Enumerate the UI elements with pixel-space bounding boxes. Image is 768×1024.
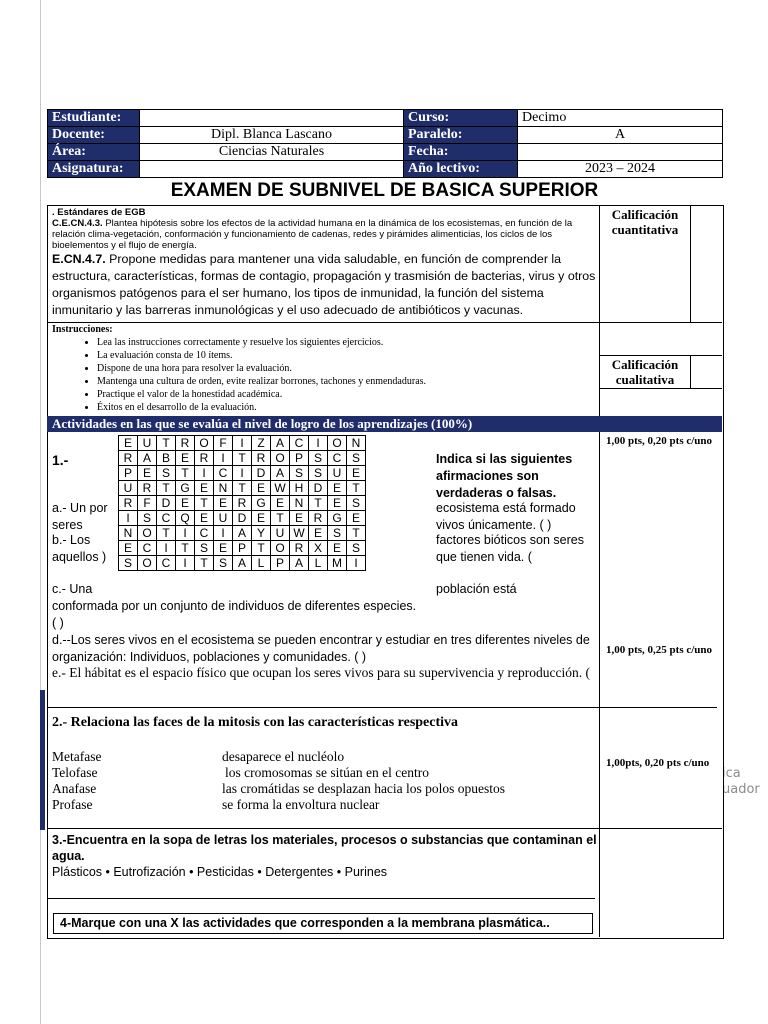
grid-cell[interactable]: T bbox=[233, 451, 252, 466]
grid-cell[interactable]: T bbox=[309, 496, 328, 511]
grid-cell[interactable]: S bbox=[138, 511, 157, 526]
grid-cell[interactable]: R bbox=[138, 481, 157, 496]
grid-cell[interactable]: I bbox=[195, 466, 214, 481]
grid-cell[interactable]: U bbox=[138, 436, 157, 451]
grid-cell[interactable]: X bbox=[309, 541, 328, 556]
grid-cell[interactable]: R bbox=[290, 541, 309, 556]
grid-cell[interactable]: E bbox=[347, 466, 366, 481]
grid-cell[interactable]: P bbox=[233, 541, 252, 556]
grid-cell[interactable]: D bbox=[252, 466, 271, 481]
grid-cell[interactable]: A bbox=[271, 466, 290, 481]
grid-cell[interactable]: S bbox=[347, 451, 366, 466]
grid-cell[interactable]: O bbox=[195, 436, 214, 451]
q1-c-answer: ( ) bbox=[52, 616, 64, 630]
label-estudiante: Estudiante: bbox=[48, 110, 140, 127]
grid-cell[interactable]: R bbox=[119, 496, 138, 511]
grid-cell[interactable]: S bbox=[290, 466, 309, 481]
grid-cell[interactable]: I bbox=[347, 556, 366, 571]
q2-title: 2.- Relaciona las faces de la mitosis con las características respectiva bbox=[52, 715, 459, 730]
grid-cell[interactable]: E bbox=[271, 496, 290, 511]
grid-cell[interactable]: E bbox=[195, 511, 214, 526]
standard-2-text: Propone medidas para mantener una vida saludable, en función de comprender la estructura, características, formas de contagio, propagación y trasmisión de bacterias, virus y otros organismos patógenos para el ser humano, los tipos de inmunidad, la función del sistema inmunitario y las barreras inmunológicas y el uso adecuado de antibióticos y vacunas. bbox=[52, 252, 596, 317]
grid-row bbox=[119, 451, 366, 466]
grid-cell[interactable]: Z bbox=[252, 436, 271, 451]
watermark-line-2: uador bbox=[722, 782, 760, 797]
standard-1-text: Plantea hipótesis sobre los efectos de la actividad humana en la dinámica de los ecosistemas, en función de la relación clima-vegetación, conformación y funcionamiento de cadenas, redes y pirámides alimenticias, los ciclos de los bioelementos y el flujo de energía. bbox=[52, 218, 573, 251]
q1-a-left: a.- Un por seres bbox=[52, 501, 108, 532]
points-q1-sub: 1,00 pts, 0,25 pts c/uno bbox=[606, 644, 713, 656]
q1-bottom-line bbox=[47, 707, 717, 708]
grid-cell[interactable]: F bbox=[214, 436, 233, 451]
grid-cell[interactable]: T bbox=[195, 556, 214, 571]
student-info-table bbox=[47, 109, 723, 178]
grid-cell[interactable]: E bbox=[214, 496, 233, 511]
grid-cell[interactable]: E bbox=[138, 466, 157, 481]
phase-item: Metafase bbox=[52, 749, 102, 764]
grid-cell[interactable]: E bbox=[309, 526, 328, 541]
grid-cell[interactable]: S bbox=[347, 541, 366, 556]
grid-cell[interactable]: S bbox=[119, 556, 138, 571]
grid-cell[interactable]: P bbox=[119, 466, 138, 481]
instructions-list bbox=[52, 336, 597, 414]
q2-characteristics bbox=[222, 749, 597, 813]
grid-cell[interactable]: W bbox=[271, 481, 290, 496]
grid-cell[interactable]: D bbox=[309, 481, 328, 496]
grid-cell[interactable]: O bbox=[138, 556, 157, 571]
q1-c-right: población está bbox=[436, 582, 517, 596]
q4-title: 4-Marque con una X las actividades que corresponden a la membrana plasmática.. bbox=[60, 916, 550, 930]
grid-cell[interactable]: R bbox=[309, 511, 328, 526]
q1-b-left: b.- Los aquellos ) bbox=[52, 533, 107, 564]
q3-bottom-line bbox=[47, 898, 595, 899]
q1-number: 1.- bbox=[52, 452, 69, 468]
label-fecha: Fecha: bbox=[404, 144, 518, 161]
grid-cell[interactable]: E bbox=[328, 481, 347, 496]
instructions-section bbox=[52, 323, 597, 414]
grid-cell[interactable]: I bbox=[119, 511, 138, 526]
grid-cell[interactable]: C bbox=[138, 541, 157, 556]
q3-title: 3.-Encuentra en la sopa de letras los materiales, procesos o substancias que contaminan el agua. bbox=[52, 833, 597, 863]
grid-cell[interactable]: N bbox=[290, 496, 309, 511]
grid-cell[interactable]: I bbox=[214, 451, 233, 466]
label-area: Área: bbox=[48, 144, 140, 161]
grid-row bbox=[119, 556, 366, 571]
value-ano-lectivo: 2023 – 2024 bbox=[518, 161, 723, 178]
grid-cell[interactable]: T bbox=[271, 511, 290, 526]
grid-cell[interactable]: E bbox=[119, 436, 138, 451]
characteristic-item: desaparece el nucléolo bbox=[222, 749, 345, 764]
activities-header-bar: Actividades en las que se evalúa el nivel de logro de los aprendizajes (100%) bbox=[47, 416, 722, 432]
grid-cell[interactable]: I bbox=[176, 556, 195, 571]
grid-cell[interactable]: R bbox=[176, 436, 195, 451]
grid-cell[interactable]: A bbox=[233, 556, 252, 571]
grid-cell[interactable]: T bbox=[176, 541, 195, 556]
grid-cell[interactable]: R bbox=[252, 451, 271, 466]
grid-cell[interactable]: I bbox=[233, 466, 252, 481]
grid-row bbox=[119, 511, 366, 526]
grid-cell[interactable]: I bbox=[233, 436, 252, 451]
grid-cell[interactable]: G bbox=[252, 496, 271, 511]
q1-prompt: Indica si las siguientes afirmaciones son verdaderas o falsas. bbox=[436, 452, 573, 500]
instruction-item: • Dispone de una hora para resolver la evaluación. bbox=[97, 362, 597, 375]
grid-cell[interactable]: I bbox=[309, 436, 328, 451]
grid-cell[interactable]: E bbox=[328, 541, 347, 556]
grid-cell[interactable]: O bbox=[271, 541, 290, 556]
grid-row bbox=[119, 496, 366, 511]
q1-a-right: ecosistema está formado vivos únicamente. ( ) bbox=[436, 501, 576, 532]
grid-cell[interactable]: C bbox=[195, 526, 214, 541]
phase-item: Telofase bbox=[52, 765, 98, 780]
characteristic-item: se forma la envoltura nuclear bbox=[222, 797, 380, 812]
grid-cell[interactable]: U bbox=[119, 481, 138, 496]
grid-cell[interactable]: C bbox=[290, 436, 309, 451]
grid-cell[interactable]: C bbox=[157, 511, 176, 526]
grid-cell[interactable]: F bbox=[138, 496, 157, 511]
q1-c-left: c.- Una bbox=[52, 582, 93, 596]
value-docente: Dipl. Blanca Lascano bbox=[140, 127, 404, 144]
grid-cell[interactable]: C bbox=[328, 451, 347, 466]
cualitativa-top-line bbox=[599, 355, 722, 356]
info-row bbox=[48, 110, 723, 127]
margin-accent-bar bbox=[40, 690, 45, 830]
page-margin-line bbox=[40, 0, 41, 1024]
grid-cell[interactable]: U bbox=[271, 526, 290, 541]
grid-cell[interactable]: L bbox=[252, 556, 271, 571]
value-estudiante[interactable] bbox=[140, 110, 404, 127]
grid-cell[interactable]: R bbox=[195, 451, 214, 466]
info-row bbox=[48, 161, 723, 178]
grid-cell[interactable]: U bbox=[214, 511, 233, 526]
calificacion-cualitativa-label: Calificación cualitativa bbox=[611, 357, 679, 387]
grid-cell[interactable]: E bbox=[252, 511, 271, 526]
word-search-grid bbox=[118, 435, 366, 571]
grid-cell[interactable]: T bbox=[347, 481, 366, 496]
grid-cell[interactable]: S bbox=[309, 466, 328, 481]
grid-cell[interactable]: T bbox=[157, 526, 176, 541]
grid-cell[interactable]: R bbox=[119, 451, 138, 466]
grid-cell[interactable]: S bbox=[157, 466, 176, 481]
grid-cell[interactable]: D bbox=[233, 511, 252, 526]
characteristic-item: los cromosomas se sitúan en el centro bbox=[225, 765, 429, 780]
instruction-item: • Practique el valor de la honestidad académica. bbox=[97, 388, 597, 401]
grid-cell[interactable]: D bbox=[157, 496, 176, 511]
grid-cell[interactable]: Y bbox=[252, 526, 271, 541]
grid-cell[interactable]: E bbox=[176, 496, 195, 511]
grid-cell[interactable]: S bbox=[347, 496, 366, 511]
standard-2 bbox=[52, 251, 597, 319]
info-row bbox=[48, 127, 723, 144]
grid-cell[interactable]: T bbox=[157, 481, 176, 496]
standard-2-code: E.CN.4.7. bbox=[52, 252, 106, 266]
label-paralelo: Paralelo: bbox=[404, 127, 518, 144]
grid-cell[interactable]: I bbox=[214, 526, 233, 541]
grid-cell[interactable]: C bbox=[157, 556, 176, 571]
grid-cell[interactable]: N bbox=[347, 436, 366, 451]
cuantitativa-divider bbox=[690, 205, 691, 322]
q1-d: d.--Los seres vivos en el ecosistema se pueden encontrar y estudiar en tres diferentes niveles de organización: Individuos, poblaciones y comunidades. ( ) bbox=[52, 633, 590, 664]
grid-cell[interactable]: S bbox=[214, 556, 233, 571]
grid-cell[interactable]: Q bbox=[176, 511, 195, 526]
grid-cell[interactable]: N bbox=[214, 481, 233, 496]
grid-cell[interactable]: C bbox=[214, 466, 233, 481]
grid-cell[interactable]: A bbox=[138, 451, 157, 466]
grid-cell[interactable]: T bbox=[347, 526, 366, 541]
instructions-heading: Instrucciones: bbox=[52, 324, 113, 335]
grid-cell[interactable]: P bbox=[271, 556, 290, 571]
grid-cell[interactable]: S bbox=[195, 541, 214, 556]
value-fecha[interactable] bbox=[518, 144, 723, 161]
characteristic-item: las cromátidas se desplazan hacia los polos opuestos bbox=[222, 781, 506, 796]
grid-cell[interactable]: W bbox=[290, 526, 309, 541]
cualitativa-divider bbox=[690, 355, 691, 388]
grid-cell[interactable]: U bbox=[328, 466, 347, 481]
grid-row bbox=[119, 526, 366, 541]
grid-cell[interactable]: T bbox=[252, 541, 271, 556]
grid-row bbox=[119, 481, 366, 496]
cualitativa-bottom-line bbox=[599, 388, 722, 389]
value-paralelo: A bbox=[518, 127, 723, 144]
label-asignatura: Asignatura: bbox=[48, 161, 140, 178]
standard-1 bbox=[52, 218, 597, 251]
q2-phases bbox=[52, 749, 101, 813]
grid-cell[interactable]: G bbox=[176, 481, 195, 496]
grid-cell[interactable]: M bbox=[328, 556, 347, 571]
grid-cell[interactable]: S bbox=[328, 526, 347, 541]
points-q2: 1,00pts, 0,20 pts c/uno bbox=[606, 757, 710, 769]
label-curso: Curso: bbox=[404, 110, 518, 127]
grid-cell[interactable]: L bbox=[309, 556, 328, 571]
grid-cell[interactable]: O bbox=[271, 451, 290, 466]
q1-e: e.- El hábitat es el espacio físico que ocupan los seres vivos para su supervivencia y reproducción. ( bbox=[52, 665, 590, 680]
phase-item: Anafase bbox=[52, 781, 97, 796]
q1-c-continued: conformada por un conjunto de individuos de diferentes especies. bbox=[52, 599, 417, 613]
grid-cell[interactable]: B bbox=[157, 451, 176, 466]
q2-bottom-line bbox=[47, 828, 722, 829]
instruction-item: • La evaluación consta de 10 ítems. bbox=[97, 349, 597, 362]
value-area: Ciencias Naturales bbox=[140, 144, 404, 161]
grid-cell[interactable]: T bbox=[233, 481, 252, 496]
standards-section bbox=[52, 207, 597, 319]
grid-row bbox=[119, 436, 366, 451]
grid-row bbox=[119, 541, 366, 556]
grid-cell[interactable]: E bbox=[252, 481, 271, 496]
grid-cell[interactable]: I bbox=[176, 526, 195, 541]
grid-cell[interactable]: A bbox=[271, 436, 290, 451]
instruction-item: • Mantenga una cultura de orden, evite realizar borrones, tachones y enmendaduras. bbox=[97, 375, 597, 388]
grid-cell[interactable]: S bbox=[309, 451, 328, 466]
grid-cell[interactable]: E bbox=[290, 511, 309, 526]
grid-cell[interactable]: H bbox=[290, 481, 309, 496]
grid-cell[interactable]: T bbox=[195, 496, 214, 511]
value-curso: Decimo bbox=[518, 110, 723, 127]
grid-cell[interactable]: E bbox=[347, 511, 366, 526]
grid-cell[interactable]: A bbox=[233, 526, 252, 541]
value-asignatura[interactable] bbox=[140, 161, 404, 178]
grid-cell[interactable]: G bbox=[328, 511, 347, 526]
instruction-item: • Éxitos en el desarrollo de la evaluación. bbox=[97, 401, 597, 414]
q3-word-list: Plásticos • Eutrofización • Pesticidas • Detergentes • Purines bbox=[52, 865, 388, 879]
standard-1-code: C.E.CN.4.3. bbox=[52, 218, 103, 229]
grid-cell[interactable]: I bbox=[157, 541, 176, 556]
label-ano-lectivo: Año lectivo: bbox=[404, 161, 518, 178]
label-docente: Docente: bbox=[48, 127, 140, 144]
grid-cell[interactable]: O bbox=[328, 436, 347, 451]
grid-cell[interactable]: N bbox=[119, 526, 138, 541]
calificacion-cuantitativa-label: Calificación cuantitativa bbox=[611, 207, 679, 237]
grid-cell[interactable]: E bbox=[195, 481, 214, 496]
instruction-item: • Lea las instrucciones correctamente y resuelve los siguientes ejercicios. bbox=[97, 336, 597, 349]
grid-cell[interactable]: E bbox=[214, 541, 233, 556]
grid-cell[interactable]: P bbox=[290, 451, 309, 466]
grid-cell[interactable]: O bbox=[138, 526, 157, 541]
grid-cell[interactable]: E bbox=[328, 496, 347, 511]
info-row bbox=[48, 144, 723, 161]
grid-cell[interactable]: T bbox=[176, 466, 195, 481]
grid-cell[interactable]: T bbox=[157, 436, 176, 451]
phase-item: Profase bbox=[52, 797, 93, 812]
watermark-line-1: ica bbox=[722, 766, 741, 781]
grid-cell[interactable]: E bbox=[176, 451, 195, 466]
standards-heading: . Estándares de EGB bbox=[52, 207, 146, 218]
grid-cell[interactable]: R bbox=[233, 496, 252, 511]
exam-title: EXAMEN DE SUBNIVEL DE BASICA SUPERIOR bbox=[170, 180, 599, 201]
grid-cell[interactable]: E bbox=[119, 541, 138, 556]
points-q1: 1,00 pts, 0,20 pts c/uno bbox=[606, 435, 713, 447]
grid-cell[interactable]: A bbox=[290, 556, 309, 571]
q1-b-right: factores bióticos son seres que tienen vida. ( bbox=[436, 533, 584, 564]
watermark-text bbox=[722, 766, 760, 798]
grid-row bbox=[119, 466, 366, 481]
